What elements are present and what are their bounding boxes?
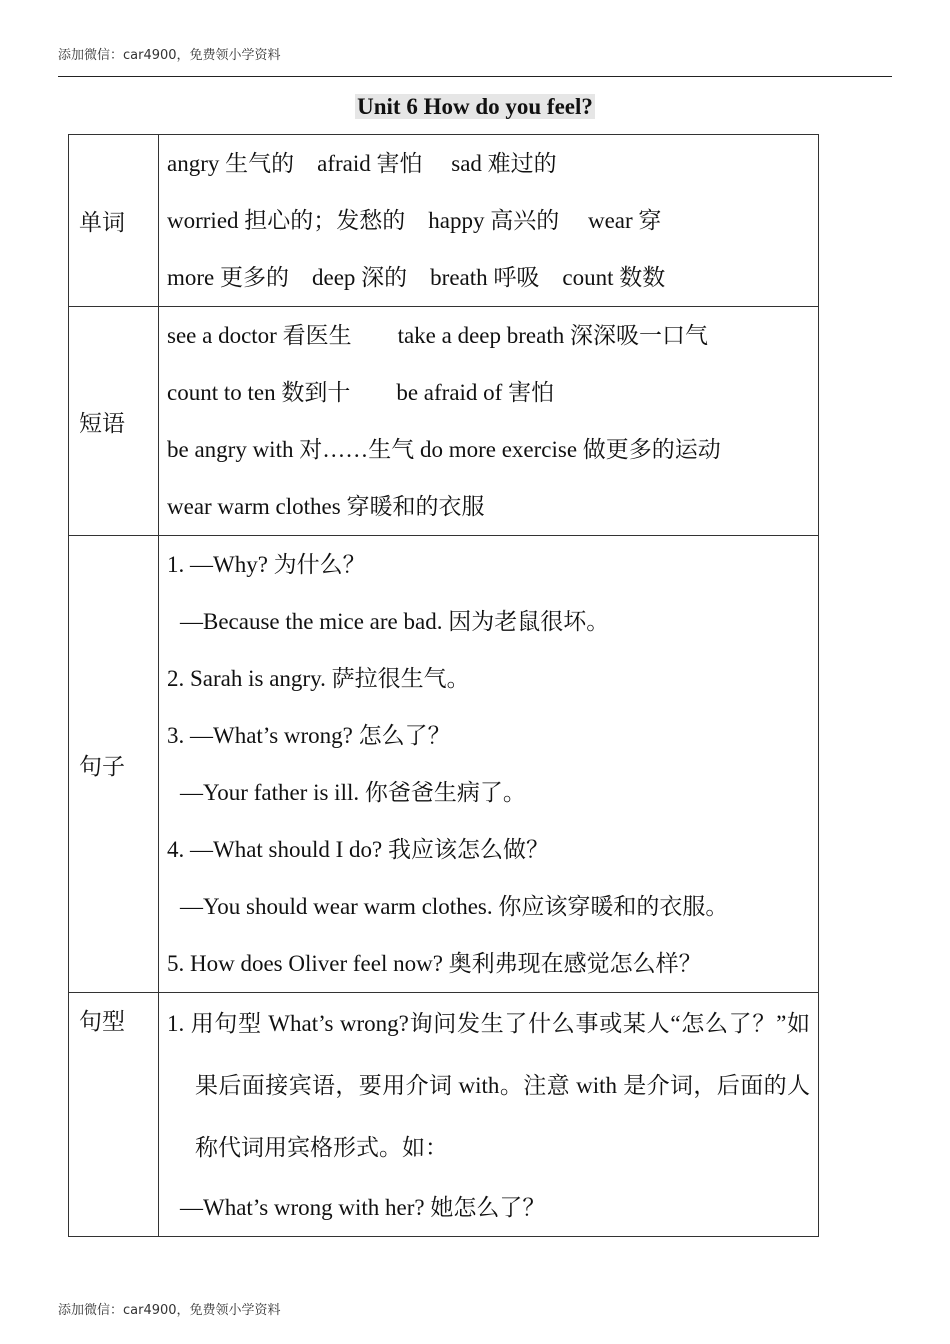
sentence-line: 2. Sarah is angry. 萨拉很生气。	[167, 666, 470, 691]
words-line: angry 生气的 afraid 害怕 sad 难过的	[167, 151, 557, 176]
words-label: 单词	[69, 135, 159, 307]
footer-note: 添加微信：car4900，免费领小学资料	[58, 1303, 281, 1318]
phrase-line: count to ten 数到十 be afraid of 害怕	[167, 380, 555, 405]
phrases-label: 短语	[69, 307, 159, 536]
words-content	[159, 135, 819, 307]
phrase-line: be angry with 对……生气 do more exercise 做更多的运动	[167, 437, 721, 462]
sentence-line: —Because the mice are bad. 因为老鼠很坏。	[180, 609, 610, 634]
phrases-content	[159, 307, 819, 536]
words-row	[69, 135, 819, 307]
sentences-row	[69, 536, 819, 993]
pattern-content	[159, 993, 819, 1237]
pattern-label-text: 句型	[79, 1009, 125, 1034]
sentence-line: —You should wear warm clothes. 你应该穿暖和的衣服。	[180, 894, 729, 919]
pattern-example: —What’s wrong with her? 她怎么了？	[180, 1195, 546, 1220]
pattern-paragraph: 1. 用句型 What’s wrong?询问发生了什么事或某人“怎么了？”如果后面接宾语，要用介词 with。注意 with 是介词，后面的人称代词用宾格形式。如：	[167, 1011, 810, 1160]
sentence-line: 1. —Why? 为什么？	[167, 552, 366, 577]
header-divider	[58, 76, 892, 77]
sentences-content	[159, 536, 819, 993]
pattern-label	[69, 993, 159, 1237]
pattern-row	[69, 993, 819, 1237]
words-line: worried 担心的；发愁的 happy 高兴的 wear 穿	[167, 208, 662, 233]
sentence-line: 5. How does Oliver feel now? 奥利弗现在感觉怎么样？	[167, 951, 702, 976]
sentences-label: 句子	[69, 536, 159, 993]
sentence-line: —Your father is ill. 你爸爸生病了。	[180, 780, 526, 805]
phrase-line: wear warm clothes 穿暖和的衣服	[167, 494, 485, 519]
page-title	[0, 94, 950, 120]
sentence-line: 4. —What should I do? 我应该怎么做？	[167, 837, 550, 862]
phrases-row	[69, 307, 819, 536]
words-line: more 更多的 deep 深的 breath 呼吸 count 数数	[167, 265, 666, 290]
header-note: 添加微信：car4900，免费领小学资料	[58, 48, 281, 63]
notes-table	[68, 134, 819, 1237]
sentence-line: 3. —What’s wrong? 怎么了？	[167, 723, 451, 748]
phrase-line: see a doctor 看医生 take a deep breath 深深吸一口气	[167, 323, 708, 348]
title-text: Unit 6 How do you feel?	[357, 94, 593, 119]
